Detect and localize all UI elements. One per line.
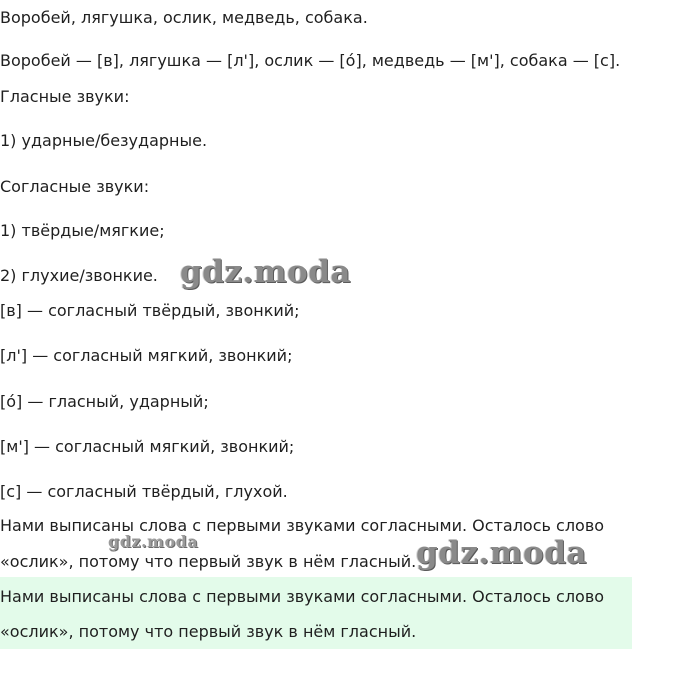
watermark-logo-center: gdz.moda: [180, 254, 351, 290]
watermark-logo-right: gdz.moda: [416, 535, 587, 571]
text-line-conclusion-1: Нами выписаны слова с первыми звуками согласными. Осталось слово: [0, 516, 605, 535]
text-line-consonants-2: 2) глухие/звонкие.: [0, 266, 158, 285]
text-line-sound-m: [м'] — согласный мягкий, звонкий;: [0, 437, 295, 456]
text-line-consonants-1: 1) твёрдые/мягкие;: [0, 221, 165, 240]
text-line-conclusion-2: «ослик», потому что первый звук в нём гласный.: [0, 552, 417, 571]
text-line-words: Воробей, лягушка, ослик, медведь, собака.: [0, 8, 368, 27]
answer-line-1: Нами выписаны слова с первыми звуками согласными. Осталось слово: [0, 587, 605, 606]
text-line-sound-s: [с] — согласный твёрдый, глухой.: [0, 482, 288, 501]
answer-box: [0, 577, 632, 649]
text-line-sound-v: [в] — согласный твёрдый, звонкий;: [0, 301, 300, 320]
text-line-vowels-title: Гласные звуки:: [0, 87, 130, 106]
text-line-sound-o: [о́] — гласный, ударный;: [0, 392, 209, 411]
text-line-first-sounds: Воробей — [в], лягушка — [л'], ослик — [о́], медведь — [м'], собака — [с].: [0, 51, 621, 70]
answer-line-2: «ослик», потому что первый звук в нём гласный.: [0, 622, 417, 641]
watermark-logo-small: gdz.moda: [108, 532, 199, 551]
text-line-sound-l: [л'] — согласный мягкий, звонкий;: [0, 346, 293, 365]
text-line-vowels-1: 1) ударные/безударные.: [0, 131, 208, 150]
text-line-consonants-title: Согласные звуки:: [0, 177, 150, 196]
